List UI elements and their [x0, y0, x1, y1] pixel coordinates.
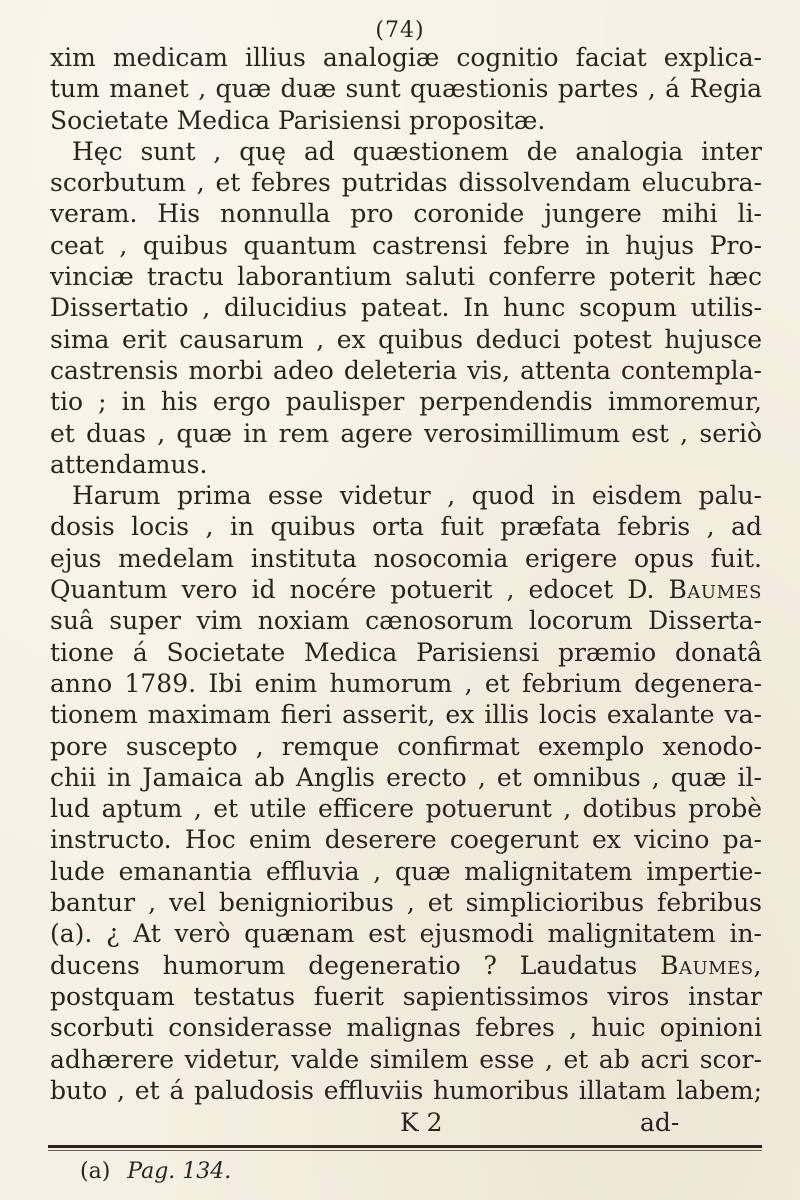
- text-line: attendamus.: [50, 449, 208, 479]
- footnote: [80, 1158, 231, 1186]
- text-line: postquam testatus fuerit sapientissimos viros instar: [50, 981, 762, 1011]
- text-line: anno 1789. Ibi enim humorum , et febrium degenera-: [50, 668, 762, 698]
- text-line: scorbuti considerasse malignas febres , huic opinioni: [50, 1013, 762, 1043]
- signature-mark: K 2: [400, 1108, 443, 1137]
- text-line: tum manet , quæ duæ sunt quæstionis partes , á Regia: [50, 74, 762, 104]
- text-line: castrensis morbi adeo deleteria vis, attenta contempla-: [50, 355, 762, 385]
- text-line: xim medicam illius analogiæ cognitio faciat explica-: [50, 43, 762, 72]
- author-name-baumes: Baumes: [668, 575, 762, 605]
- text-line: (a). ¿ At verò quænam est ejusmodi malignitatem in-: [50, 919, 762, 949]
- text-line: Hęc sunt , quę ad quæstionem de analogia inter: [72, 136, 762, 166]
- footnote-ref: (a): [80, 1159, 111, 1184]
- footnote-text: Pag. 134.: [127, 1159, 232, 1184]
- text-line-with-author: [50, 574, 762, 605]
- text-line: chii in Jamaica ab Anglis erecto , et omnibus , quæ il-: [50, 762, 762, 792]
- text-line: scorbutum , et febres putridas dissolvendam elucubra-: [50, 168, 762, 198]
- text-line: Dissertatio , dilucidius pateat. In hunc scopum utilis-: [50, 293, 762, 323]
- text-line: buto , et á paludosis effluviis humoribus illatam labem;: [50, 1075, 762, 1105]
- text-fragment: ducens humorum degeneratio ? Laudatus: [50, 950, 638, 980]
- author-name-baumes: Baumes,: [660, 950, 762, 980]
- catchword: ad-: [640, 1108, 680, 1137]
- text-line: ceat , quibus quantum castrensi febre in hujus Pro-: [50, 230, 762, 260]
- text-line: tionem maximam fieri asserit, ex illis locis exalante va-: [50, 700, 762, 730]
- text-line: Harum prima esse videtur , quod in eisdem palu-: [72, 481, 762, 511]
- text-line: bantur , vel benignioribus , et simplicioribus febribus: [50, 888, 762, 918]
- text-line: instructo. Hoc enim deserere coegerunt ex vicino pa-: [50, 825, 762, 855]
- text-line: suâ super vim noxiam cænosorum locorum Disserta-: [50, 606, 762, 636]
- text-line: lud aptum , et utile efficere potuerunt , dotibus probè: [50, 794, 762, 824]
- text-line: sima erit causarum , ex quibus deduci potest hujusce: [50, 324, 762, 354]
- text-line-with-author: [50, 950, 762, 981]
- text-line: tione á Societate Medica Parisiensi præmio donatâ: [50, 637, 762, 667]
- footnote-rule: [48, 1145, 762, 1148]
- text-line: pore suscepto , remque confirmat exemplo xenodo-: [50, 731, 762, 761]
- text-line: ejus medelam instituta nosocomia erigere opus fuit.: [50, 543, 762, 573]
- footnote-rule-thin: [48, 1150, 762, 1151]
- page-number: (74): [375, 18, 425, 43]
- text-line: et duas , quæ in rem agere verosimillimum est , seriò: [50, 418, 762, 448]
- text-line: Societate Medica Parisiensi propositæ.: [50, 105, 546, 135]
- catch-row: [50, 1107, 762, 1138]
- text-line: lude emanantia effluvia , quæ malignitatem impertie-: [50, 856, 762, 886]
- text-line: adhærere videtur, valde similem esse , et ab acri scor-: [50, 1044, 762, 1074]
- body-text: [50, 42, 762, 1106]
- text-line: vinciæ tractu laborantium saluti conferre poterit hæc: [50, 262, 762, 292]
- text-line: veram. His nonnulla pro coronide jungere mihi li-: [50, 199, 762, 229]
- text-fragment: Quantum vero id nocére potuerit , edocet D.: [50, 575, 655, 605]
- text-line: dosis locis , in quibus orta fuit præfata febris , ad: [50, 512, 762, 542]
- text-line: tio ; in his ergo paulisper perpendendis immoremur,: [50, 387, 762, 417]
